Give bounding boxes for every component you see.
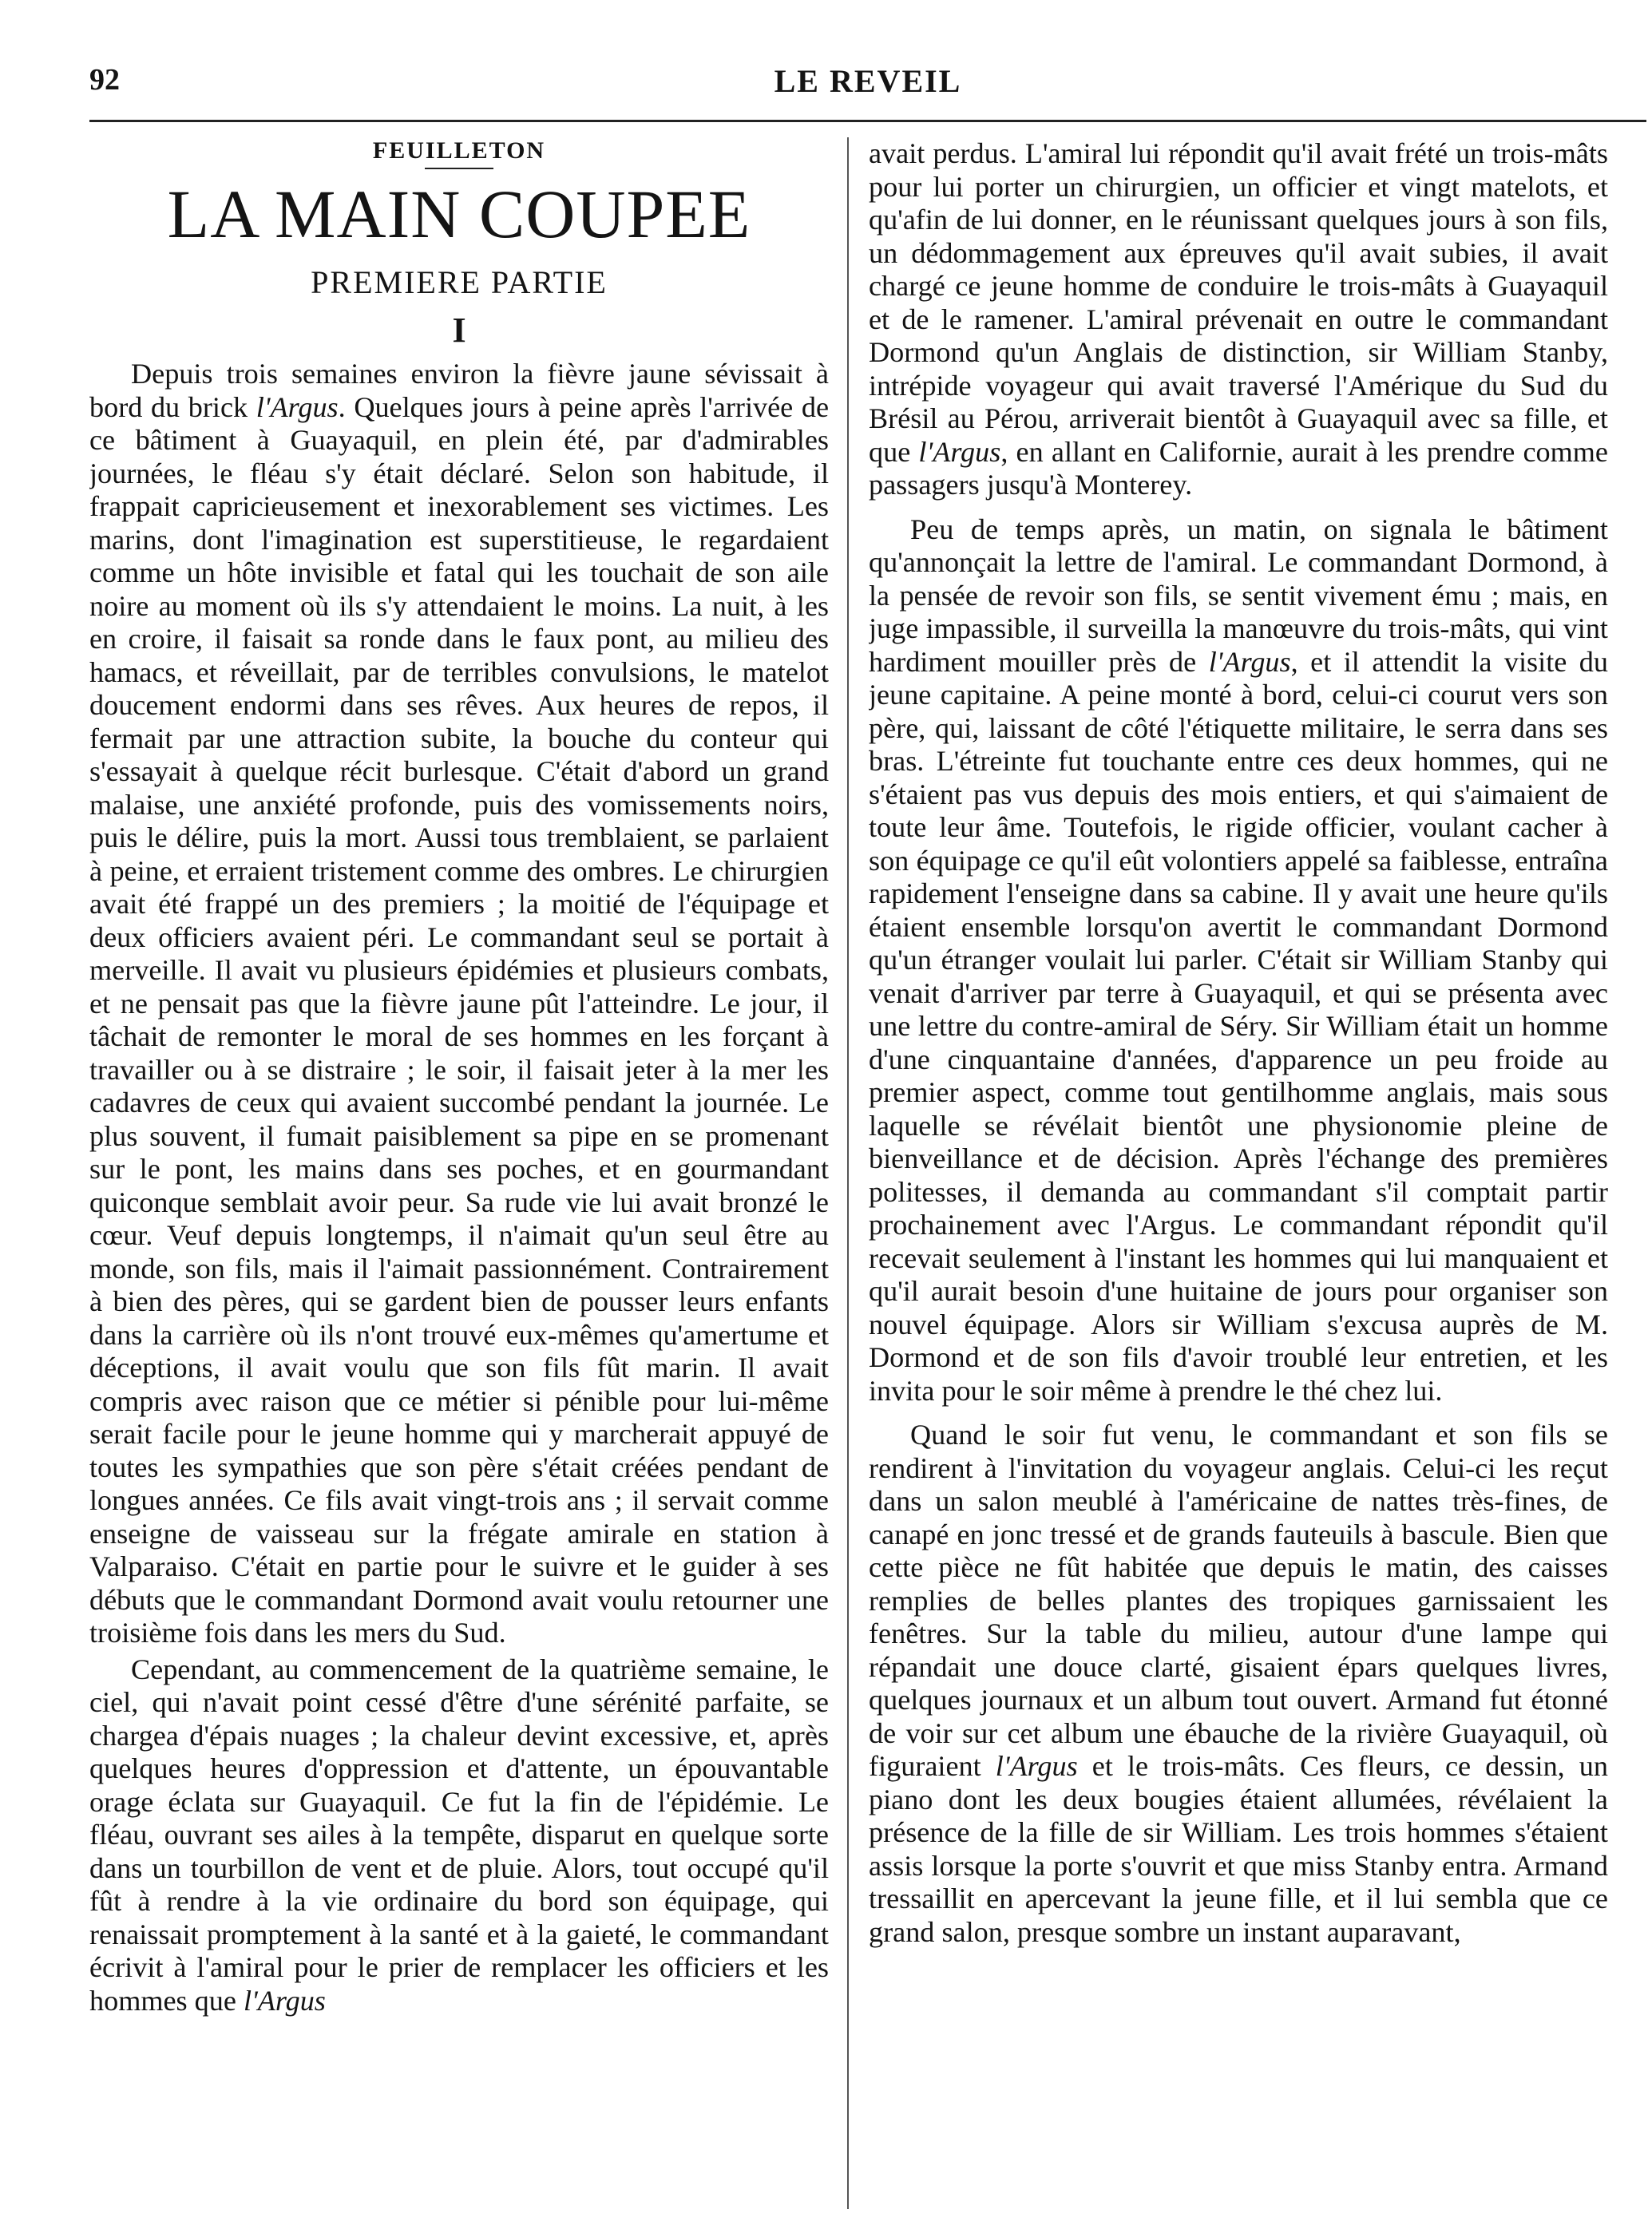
journal-title: LE REVEIL (774, 63, 962, 99)
chapter-number: I (452, 311, 466, 350)
header-rule (89, 120, 1646, 122)
part-title: PREMIERE PARTIE (311, 264, 608, 300)
article-paragraph: Depuis trois semaines environ la fièvre jaune sévissait à bord du brick l'Argus. Quelques jours à peine après l'arrivée de ce bâtiment à Guayaquil, en plein été, par d'admirables journées, le fléau s'y était déclaré. Selon son habitude, il frappait capricieusement et inexorablement ses victimes. Les marins, dont l'imagination est superstitieuse, le regardaient comme un hôte invisible et fatal qui les touchait de son aile noire au moment où ils s'y attendaient le moins. La nuit, à les en croire, il faisait sa ronde dans le faux pont, au milieu des hamacs, et réveillait, par de terribles convulsions, le matelot doucement endormi dans ses rêves. Aux heures de repos, il fermait par une attraction subite, la bouche du conteur qui s'essayait à quelque récit burlesque. C'était d'abord un grand malaise, une anxiété profonde, puis des vomissements noirs, puis le délire, puis la mort. Aussi tous tremblaient, se parlaient à peine, et erraient tristement comme des ombres. Le chirurgien avait été frappé un des premiers ; la moitié de l'équipage et deux officiers avaient péri. Le commandant seul se portait à merveille. Il avait vu plusieurs épidémies et plusieurs combats, et ne pensait pas que la fièvre jaune pût l'atteindre. Le jour, il tâchait de remonter le moral de ses hommes en les forçant à travailler ou à se distraire ; le soir, il faisait jeter à la mer les cadavres de ceux qui avaient succombé pendant la journée. Le plus souvent, il fumait paisiblement sa pipe en se promenant sur le pont, les mains dans ses poches, et en gourmandant quiconque semblait avoir peur. Sa rude vie lui avait bronzé le cœur. Veuf depuis longtemps, il n'aimait qu'un seul être au monde, son fils, mais il l'aimait passionnément. Contrairement à bien des pères, qui se gardent bien de pousser leurs enfants dans la carrière où ils n'ont trouvé eux-mêmes qu'amertume et déceptions, il avait voulu que son fils fût marin. Il avait compris avec raison que ce métier si pénible pour lui-même serait facile pour le jeune homme qui y marcherait appuyé de toutes les sympathies que son père s'était créées pendant de longues années. Ce fils avait vingt-trois ans ; il servait comme enseigne de vaisseau sur la frégate amirale en station à Valparaiso. C'était en partie pour le suivre et le guider à ses débuts que le commandant Dormond avait voulu retourner une troisième fois dans les mers du Sud. (89, 358, 829, 1649)
running-head (89, 62, 1646, 110)
right-column (869, 137, 1608, 2213)
ship-name: l'Argus (1208, 645, 1291, 678)
article-paragraph: avait perdus. L'amiral lui répondit qu'il avait frété un trois-mâts pour lui porter un chirurgien, un officier et vingt matelots, et qu'afin de lui donner, en le réunissant quelques jours à son fils, un dédommagement aux épreuves qu'il avait subies, il avait chargé ce jeune homme de conduire le trois-mâts à Guayaquil et de le ramener. L'amiral prévenait en outre le commandant Dormond qu'un Anglais de distinction, sir William Stanby, intrépide voyageur qui avait traversé l'Amérique du Sud du Brésil au Pérou, arriverait bientôt à Guayaquil avec sa fille, et que l'Argus, en allant en Californie, aurait à les prendre comme passagers jusqu'à Monterey. (869, 137, 1608, 501)
column-divider (847, 137, 849, 2209)
left-column (89, 137, 829, 2213)
story-title: LA MAIN COUPEE (167, 176, 751, 252)
article-paragraph: Peu de temps après, un matin, on signala le bâtiment qu'annonçait la lettre de l'amiral. Le commandant Dormond, à la pensée de revoir son fils, se sentit vivement ému ; mais, en juge impassible, il surveilla la manœuvre du trois-mâts, qui vint hardiment mouiller près de l'Argus, et il attendit la visite du jeune capitaine. A peine monté à bord, celui-ci courut vers son père, qui, laissant de côté l'étiquette militaire, le serra dans ses bras. L'étreinte fut touchante entre ces deux hommes, qui ne s'étaient pas vus depuis des mois entiers, et qui s'aimaient de toute leur âme. Toutefois, le rigide officier, voulant cacher à son équipage ce qu'il eût volontiers appelé sa faiblesse, entraîna rapidement l'enseigne dans sa cabine. Il y avait une heure qu'ils étaient ensemble lorsqu'on avertit le commandant Dormond qu'un étranger voulait lui parler. C'était sir William Stanby qui venait d'arriver par terre à Guayaquil, et qui se présenta avec une lettre du contre-amiral de Séry. Sir William était un homme d'une cinquantaine d'années, d'apparence un peu froide au premier aspect, comme tout gentilhomme anglais, mais sous laquelle se révélait bientôt une physionomie pleine de bienveillance et de décision. Après l'échange des premières politesses, il demanda au commandant s'il comptait partir prochainement avec l'Argus. Le commandant répondit qu'il recevait seulement à l'instant les hommes qui lui manquaient et qu'il aurait besoin d'une huitaine de jours pour organiser son nouvel équipage. Alors sir William s'excusa auprès de M. Dormond et de son fils d'avoir troublé leur entretien, et les invita pour le soir même à prendre le thé chez lui. (869, 513, 1608, 1407)
ship-name: l'Argus (918, 435, 1001, 468)
section-label-rule (425, 168, 493, 169)
ship-name: l'Argus (243, 1984, 326, 2017)
ship-name: l'Argus (995, 1750, 1078, 1782)
ship-name: l'Argus (256, 390, 339, 423)
article-paragraph: Quand le soir fut venu, le commandant et son fils se rendirent à l'invitation du voyageur anglais. Celui-ci les reçut dans un salon meublé à l'américaine de nattes très-fines, de canapé en jonc tressé et de grands fauteuils à bascule. Bien que cette pièce ne fût habitée que depuis le matin, des caisses remplies de belles plantes des tropiques garnissaient les fenêtres. Sur la table du milieu, autour d'une lampe qui répandait une douce clarté, gisaient épars quelques livres, quelques journaux et un album tout ouvert. Armand fut étonné de voir sur cet album une ébauche de la rivière Guayaquil, où figuraient l'Argus et le trois-mâts. Ces fleurs, ce dessin, un piano dont les deux bougies étaient allumées, révélaient la présence de la fille de sir William. Les trois hommes s'étaient assis lorsque la porte s'ouvrit et que miss Stanby entra. Armand tressaillit en apercevant la jeune fille, et il lui sembla que ce grand salon, presque sombre un instant auparavant, (869, 1419, 1608, 1948)
page-number: 92 (89, 63, 120, 97)
section-label: FEUILLETON (372, 137, 546, 164)
article-paragraph: Cependant, au commencement de la quatrième semaine, le ciel, qui n'avait point cessé d'être d'une sérénité parfaite, se chargea d'épais nuages ; la chaleur devint excessive, et, après quelques heures d'oppression et d'attente, un épouvantable orage éclata sur Guayaquil. Ce fut la fin de l'épidémie. Le fléau, ouvrant ses ailes à la tempête, disparut en quelque sorte dans un tourbillon de vent et de pluie. Alors, tout occupé qu'il fût à rendre à la vie ordinaire du bord son équipage, qui renaissait promptement à la santé et à la gaieté, le commandant écrivit à l'amiral pour le prier de remplacer les officiers et les hommes que l'Argus (89, 1653, 829, 2017)
